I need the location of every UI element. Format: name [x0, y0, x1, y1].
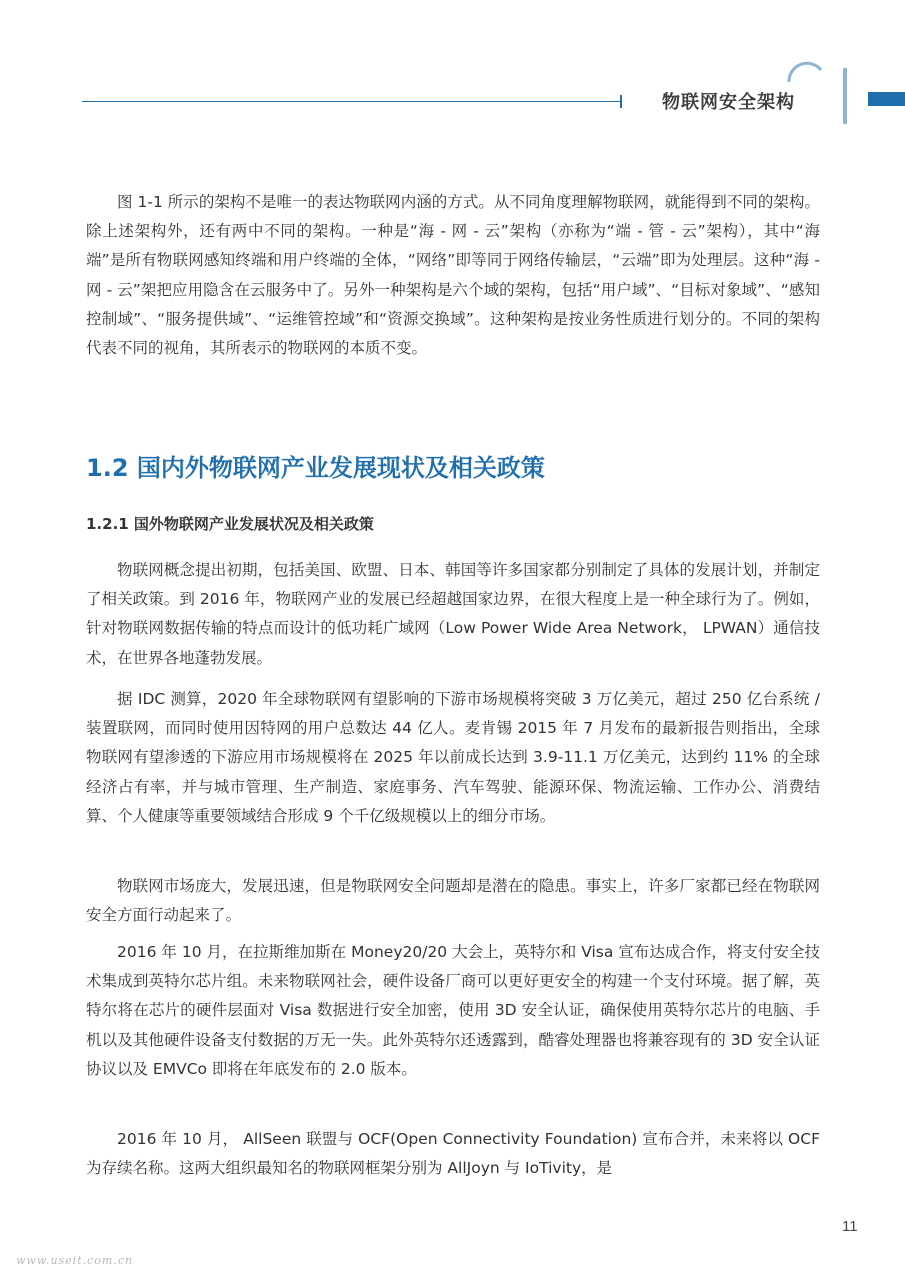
subsection-heading: 1.2.1 国外物联网产业发展状况及相关政策 [86, 515, 374, 533]
site-watermark-url: www.useit.com.cn [16, 1254, 134, 1267]
page-number: 11 [842, 1218, 858, 1235]
paragraph-market-scale: 据 IDC 测算，2020 年全球物联网有望影响的下游市场规模将突破 3 万亿美元，超过 250 亿台系统 / 装置联网，而同时使用因特网的用户总数达 44 亿人。麦肯锡 2015 年 7 月发布的最新报告则指出，全球物联网有望渗透的下游应用市场规模将在 2025 年以前成长达到 3.9-11.1 万亿美元，达到约 11% 的全球经济占有率，并与城市管理、生产制造、家庭事务、汽车驾驶、能源环保、物流运输、工作办公、消费结算、个人健康等重要领域结合形成 9 个千亿级规模以上的细分市场。 [86, 690, 820, 825]
paragraph-early-concept: 物联网概念提出初期，包括美国、欧盟、日本、韩国等许多国家都分别制定了具体的发展计划，并制定了相关政策。到 2016 年，物联网产业的发展已经超越国家边界，在很大程度上是一种全球行为了。例如，针对物联网数据传输的特点而设计的低功耗广域网（Low Power Wide Area Network， LPWAN）通信技术，在世界各地蓬勃发展。 [86, 561, 820, 667]
header-rule [82, 101, 622, 102]
paragraph-security-risk: 物联网市场庞大，发展迅速，但是物联网安全问题却是潜在的隐患。事实上，许多厂家都已经在物联网安全方面行动起来了。 [86, 877, 820, 925]
chapter-tab-bar [868, 92, 905, 106]
section-heading: 1.2 国内外物联网产业发展现状及相关政策 [86, 454, 545, 482]
header-rule-tick [620, 95, 622, 108]
paragraph-intel-visa: 2016 年 10 月，在拉斯维加斯在 Money20/20 大会上，英特尔和 Visa 宣布达成合作，将支付安全技术集成到英特尔芯片组。未来物联网社会，硬件设备厂商可以更好更安全的构建一个支付环境。据了解，英特尔将在芯片的硬件层面对 Visa 数据进行安全加密，使用 3D 安全认证，确保使用英特尔芯片的电脑、手机以及其他硬件设备支付数据的万无一失。此外英特尔还透露到，酷睿处理器也将兼容现有的 3D 安全认证协议以及 EMVCo 即将在年底发布的 2.0 版本。 [86, 943, 820, 1078]
paragraph-architecture: 图 1-1 所示的架构不是唯一的表达物联网内涵的方式。从不同角度理解物联网，就能得到不同的架构。除上述架构外，还有两中不同的架构。一种是“海 - 网 - 云”架构（亦称为“端 - 管 - 云”架构），其中“海端”是所有物联网感知终端和用户终端的全体，“网络”即等同于网络传输层，“云端”即为处理层。这种“海 - 网 - 云”架把应用隐含在云服务中了。另外一种架构是六个域的架构，包括“用户域”、“目标对象域”、“感知控制域”、“服务提供域”、“运维管控域”和“资源交换域”。这种架构是按业务性质进行划分的。不同的架构代表不同的视角，其所表示的物联网的本质不变。 [86, 193, 820, 358]
chapter-number-graphic [785, 60, 855, 126]
paragraph-allseen-ocf: 2016 年 10 月， AllSeen 联盟与 OCF(Open Connectivity Foundation) 宣布合并，未来将以 OCF 为存续名称。这两大组织最知名的物联网框架分别为 AllJoyn 与 IoTivity，是 [86, 1130, 820, 1178]
chapter-title: 物联网安全架构 [662, 92, 795, 113]
